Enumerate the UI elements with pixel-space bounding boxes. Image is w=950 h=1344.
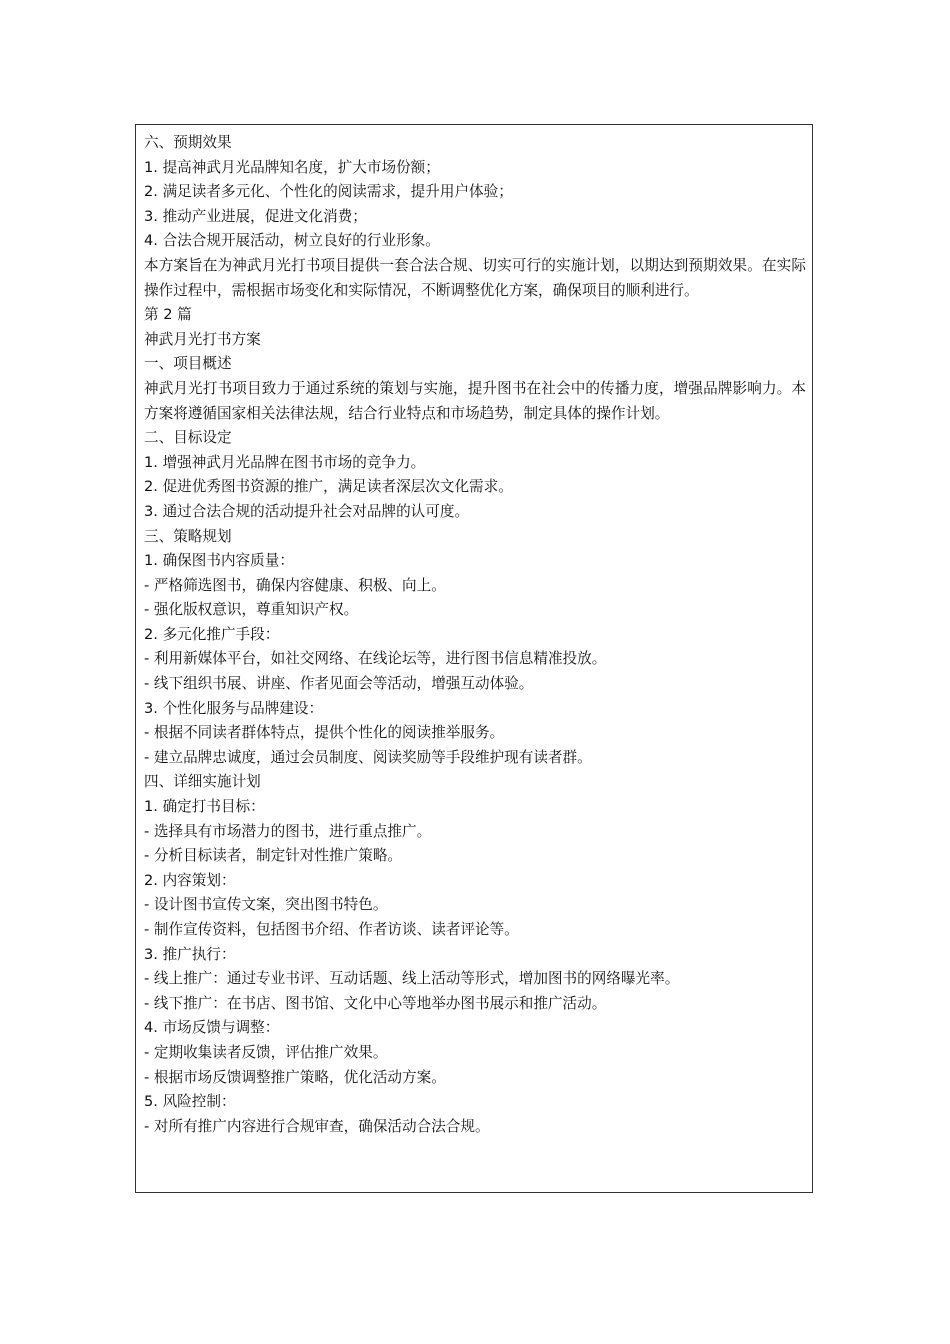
overview-paragraph: 神武月光打书项目致力于通过系统的策划与实施，提升图书在社会中的传播力度，增强品牌影响力。本方案将遵循国家相关法律法规，结合行业特点和市场趋势，制定具体的操作计划。 (144, 379, 806, 422)
strategy-line-9: - 建立品牌忠诚度，通过会员制度、阅读奖励等手段维护现有读者群。 (144, 748, 592, 766)
document-frame (135, 124, 813, 1193)
plan-line-7: 3. 推广执行： (144, 945, 236, 963)
strategy-line-6: - 线下组织书展、讲座、作者见面会等活动，增强互动体验。 (144, 675, 534, 693)
plan-line-3: - 分析目标读者，制定针对性推广策略。 (144, 847, 403, 865)
strategy-line-4: 2. 多元化推广手段： (144, 625, 280, 643)
document-title: 神武月光打书方案 (144, 330, 261, 348)
plan-line-12: - 根据市场反馈调整推广策略，优化活动方案。 (144, 1068, 446, 1086)
plan-line-2: - 选择具有市场潜力的图书，进行重点推广。 (144, 822, 432, 840)
strategy-line-2: - 严格筛选图书，确保内容健康、积极、向上。 (144, 576, 446, 594)
effect-item-4: 4. 合法合规开展活动，树立良好的行业形象。 (144, 232, 440, 250)
plan-line-13: 5. 风险控制： (144, 1093, 236, 1111)
strategy-line-8: - 根据不同读者群体特点，提供个性化的阅读推举服务。 (144, 724, 505, 742)
strategy-line-3: - 强化版权意识，尊重知识产权。 (144, 601, 359, 619)
goal-item-1: 1. 增强神武月光品牌在图书市场的竞争力。 (144, 453, 426, 471)
conclusion-paragraph: 本方案旨在为神武月光打书项目提供一套合法合规、切实可行的实施计划，以期达到预期效果。在实际操作过程中，需根据市场变化和实际情况，不断调整优化方案，确保项目的顺利进行。 (144, 256, 806, 299)
plan-line-6: - 制作宣传资料，包括图书介绍、作者访谈、读者评论等。 (144, 921, 519, 938)
section-heading-goals: 二、目标设定 (144, 429, 232, 447)
effect-item-1: 1. 提高神武月光品牌知名度，扩大市场份额； (144, 158, 440, 176)
strategy-line-7: 3. 个性化服务与品牌建设： (144, 699, 324, 717)
plan-line-1: 1. 确定打书目标： (144, 798, 265, 816)
plan-line-5: - 设计图书宣传文案，突出图书特色。 (144, 896, 388, 914)
goal-item-2: 2. 促进优秀图书资源的推广，满足读者深层次文化需求。 (144, 478, 513, 496)
strategy-line-1: 1. 确保图书内容质量： (144, 552, 294, 570)
effect-item-2: 2. 满足读者多元化、个性化的阅读需求，提升用户体验； (144, 183, 513, 201)
strategy-line-5: - 利用新媒体平台，如社交网络、在线论坛等，进行图书信息精准投放。 (144, 650, 607, 668)
section-heading-expected-effects: 六、预期效果 (144, 134, 232, 151)
goal-item-3: 3. 通过合法合规的活动提升社会对品牌的认可度。 (144, 502, 470, 520)
plan-line-11: - 定期收集读者反馈，评估推广效果。 (144, 1043, 388, 1061)
section-heading-strategy: 三、策略规划 (144, 527, 232, 545)
plan-line-10: 4. 市场反馈与调整： (144, 1019, 280, 1037)
plan-line-14: - 对所有推广内容进行合规审查，确保活动合法合规。 (144, 1117, 490, 1135)
section-heading-plan: 四、详细实施计划 (144, 773, 261, 791)
effect-item-3: 3. 推动产业进展，促进文化消费； (144, 207, 367, 225)
plan-line-8: - 线上推广：通过专业书评、互动话题、线上活动等形式，增加图书的网络曝光率。 (144, 970, 680, 988)
plan-line-9: - 线下推广：在书店、图书馆、文化中心等地举办图书展示和推广活动。 (144, 994, 607, 1012)
part-label: 第 2 篇 (144, 306, 192, 324)
section-heading-overview: 一、项目概述 (144, 355, 232, 373)
plan-line-4: 2. 内容策划： (144, 871, 236, 889)
